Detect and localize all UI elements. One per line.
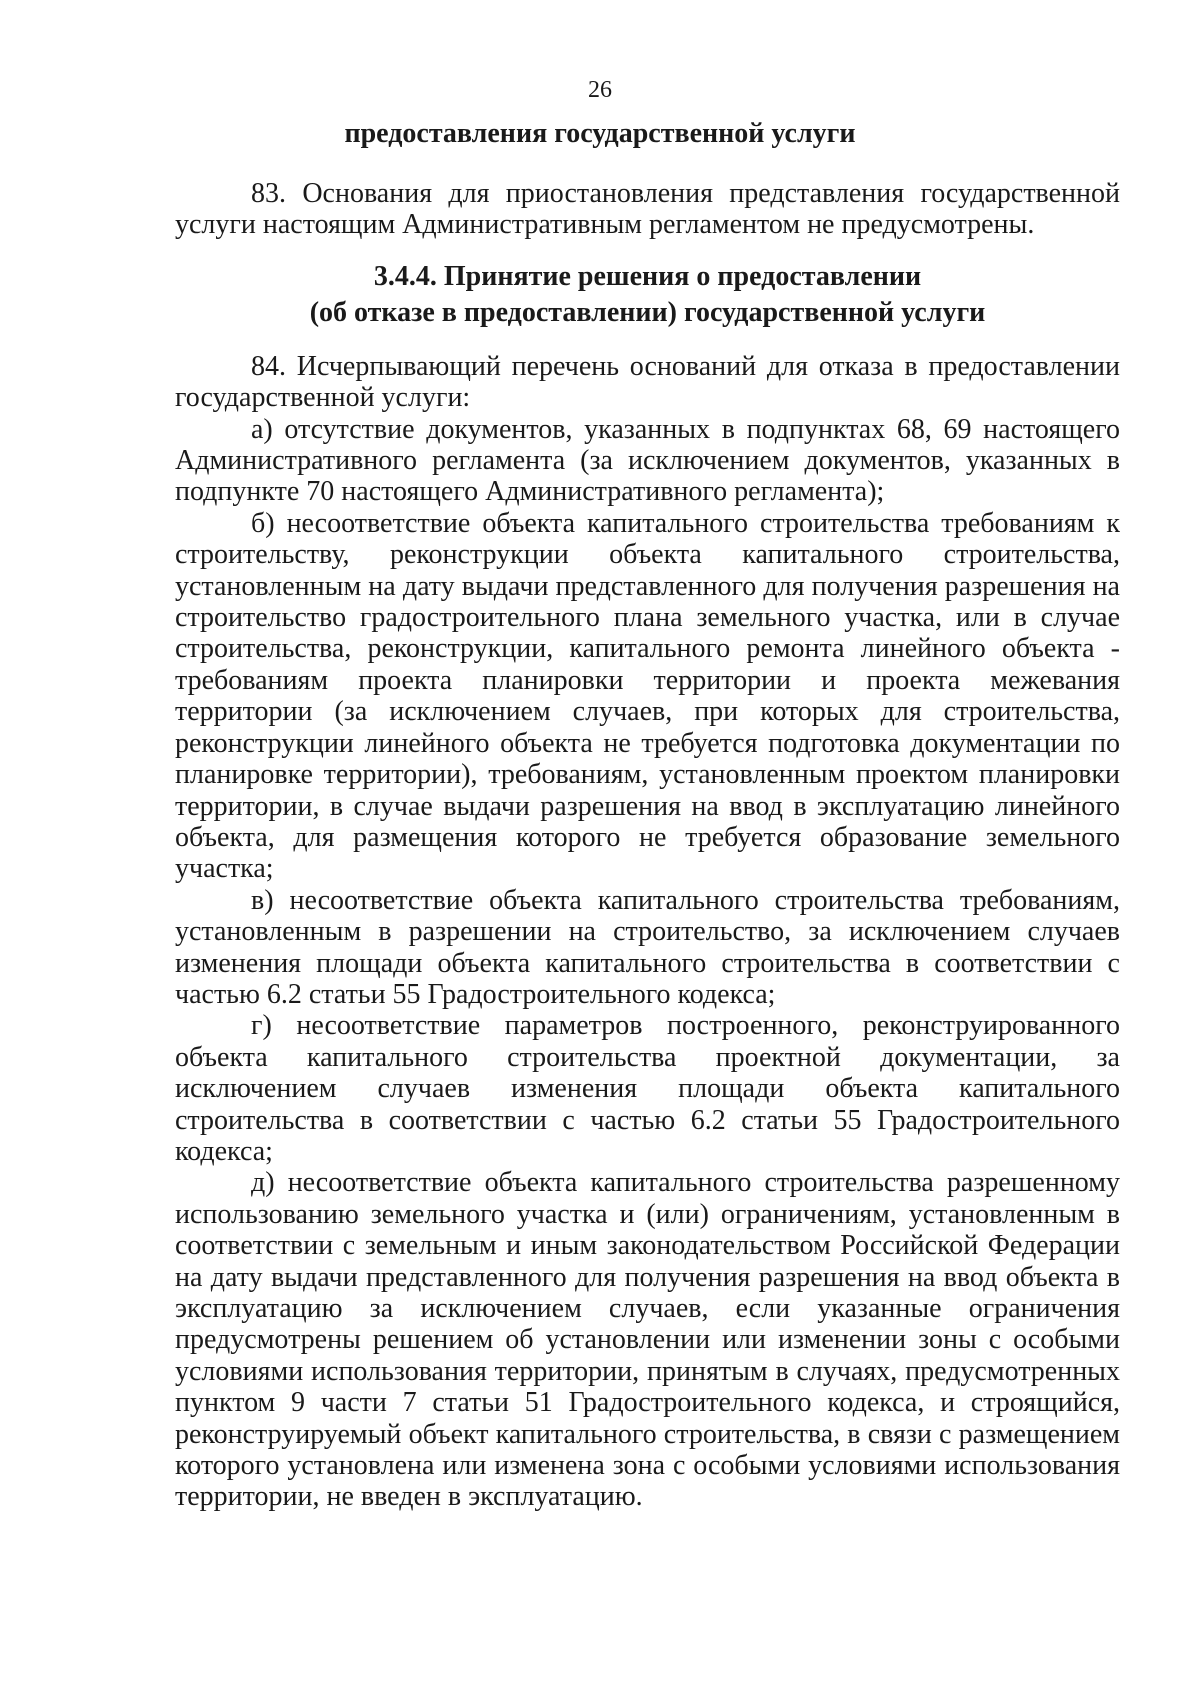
heading-continuation: предоставления государственной услуги (344, 118, 856, 149)
paragraph-84: 84. Исчерпывающий перечень оснований для отказа в предоставлении государственной услуги: (175, 350, 1120, 414)
document-body (175, 178, 1120, 1513)
section-title (175, 259, 1120, 331)
section-title-line-1: 3.4.4. Принятие решения о предоставлении (373, 260, 922, 292)
page-number: 26 (588, 77, 612, 103)
list-item-v: в) несоответствие объекта капитального строительства требованиям, установленным в разрешении на строительство, за исключением случаев изменения площади объекта капитального строительства в соответствии с частью 6.2 статьи 55 Градостроительного кодекса; (175, 884, 1120, 1010)
paragraph-83: 83. Основания для приостановления представления государственной услуги настоящим Административным регламентом не предусмотрены. (175, 178, 1120, 241)
list-item-d: д) несоответствие объекта капитального строительства разрешенному использованию земельного участка и (или) ограничениям, установленным в соответствии с земельным и иным законодательством Российской Федерации на дату выдачи представленного для получения разрешения на ввод объекта в эксплуатацию за исключением случаев, если указанные ограничения предусмотрены решением об установлении или изменении зоны с особыми условиями использования территории, принятым в случаях, предусмотренных пунктом 9 части 7 статьи 51 Градостроительного кодекса, и строящийся, реконструируемый объект капитального строительства, в связи с размещением которого установлена или изменена зона с особыми условиями использования территории, не введен в эксплуатацию. (175, 1167, 1120, 1513)
list-item-b: б) несоответствие объекта капитального строительства требованиям к строительству, реконструкции объекта капитального строительства, установленным на дату выдачи представленного для получения разрешения на строительство градостроительного плана земельного участка, или в случае строительства, реконструкции, капитального ремонта линейного объекта - требованиям проекта планировки территории и проекта межевания территории (за исключением случаев, при которых для строительства, реконструкции линейного объекта не требуется подготовка документации по планировке территории), требованиям, установленным проектом планировки территории, в случае выдачи разрешения на ввод в эксплуатацию линейного объекта, для размещения которого не требуется образование земельного участка; (175, 507, 1120, 885)
list-item-g: г) несоответствие параметров построенного, реконструированного объекта капитального строительства проектной документации, за исключением случаев изменения площади объекта капитального строительства в соответствии с частью 6.2 статьи 55 Градостроительного кодекса; (175, 1010, 1120, 1167)
section-title-line-2: (об отказе в предоставлении) государственной услуги (309, 296, 986, 328)
list-item-a: а) отсутствие документов, указанных в подпунктах 68, 69 настоящего Административного регламента (за исключением документов, указанных в подпункте 70 настоящего Административного регламента); (175, 413, 1120, 508)
